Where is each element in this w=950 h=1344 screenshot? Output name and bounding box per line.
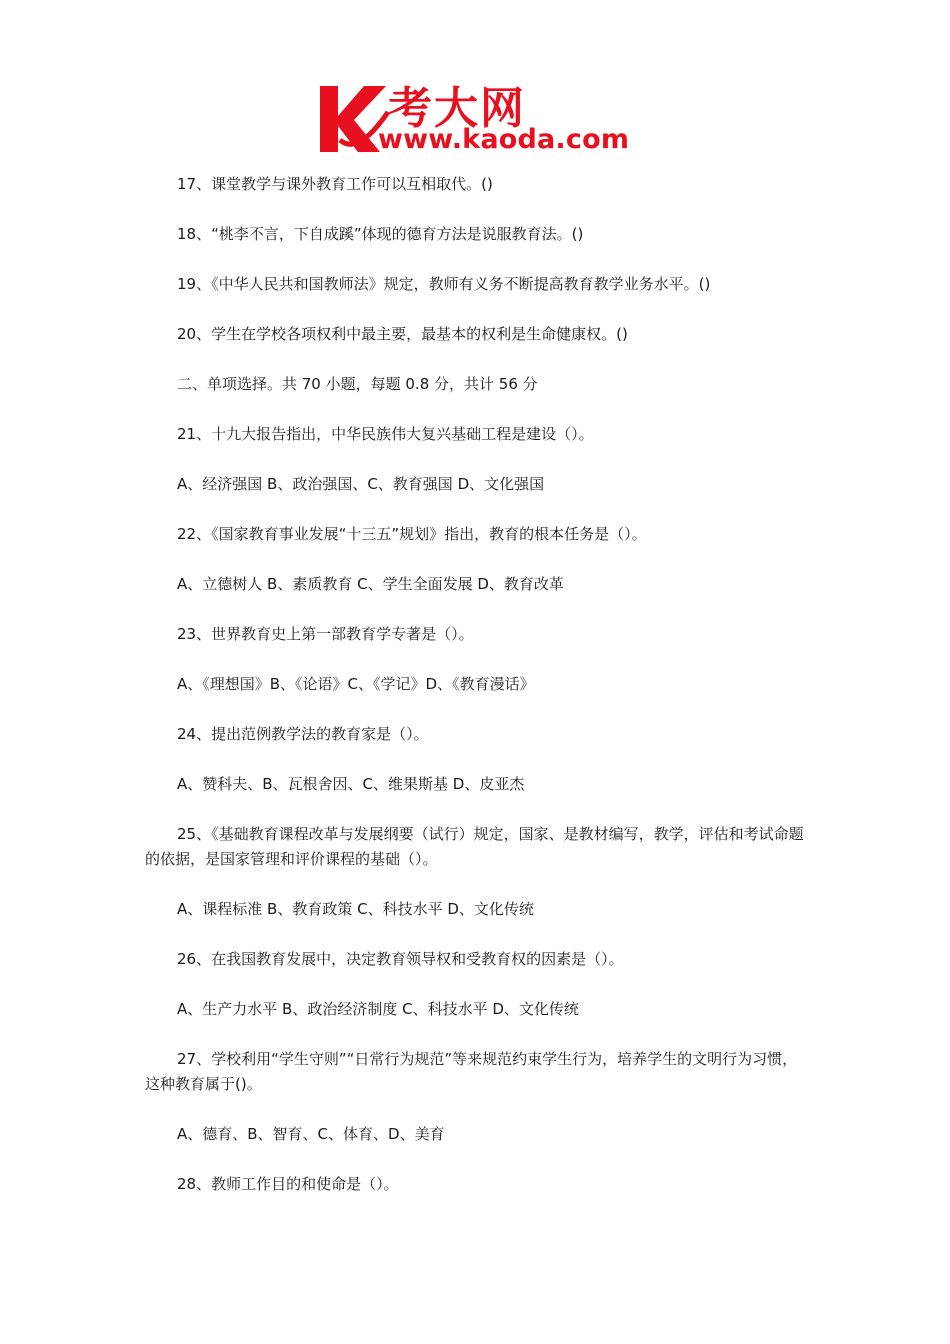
options-21: A、经济强国 B、政治强国、C、教育强国 D、文化强国 [177,475,545,493]
logo-title: 考大网 [388,83,526,134]
section-heading: 二、单项选择。共 70 小题，每题 0.8 分，共计 56 分 [177,375,538,393]
document-body [145,172,810,1222]
question-19: 19、《中华人民共和国教师法》规定，教师有义务不断提高教育教学业务水平。() [177,275,711,293]
question-27: 27、学校利用“学生守则”“日常行为规范”等来规范约束学生行为，培养学生的文明行为习惯，这种教育属于()。 [145,1050,798,1093]
question-26: 26、在我国教育发展中，决定教育领导权和受教育权的因素是（）。 [177,950,624,968]
question-25: 25、《基础教育课程改革与发展纲要（试行）规定，国家、是教材编写，教学，评估和考试命题的依据，是国家管理和评价课程的基础（）。 [145,825,804,868]
options-23: A、《理想国》B、《论语》C、《学记》D、《教育漫话》 [177,675,535,693]
question-21: 21、十九大报告指出，中华民族伟大复兴基础工程是建设（）。 [177,425,594,443]
question-24: 24、提出范例教学法的教育家是（）。 [177,725,429,743]
kaoda-logo [318,78,640,160]
options-26: A、生产力水平 B、政治经济制度 C、科技水平 D、文化传统 [177,1000,579,1018]
options-25: A、课程标准 B、教育政策 C、科技水平 D、文化传统 [177,900,534,918]
options-22: A、立德树人 B、素质教育 C、学生全面发展 D、教育改革 [177,575,564,593]
options-24: A、赞科夫、B、瓦根舍因、C、维果斯基 D、皮亚杰 [177,775,525,793]
question-28: 28、教师工作目的和使命是（）。 [177,1175,399,1193]
question-22: 22、《国家教育事业发展“十三五”规划》指出，教育的根本任务是（）。 [177,525,647,543]
question-18: 18、“桃李不言，下自成蹊”体现的德育方法是说服教育法。() [177,225,584,243]
question-17: 17、课堂教学与课外教育工作可以互相取代。() [177,175,493,193]
question-20: 20、学生在学校各项权利中最主要，最基本的权利是生命健康权。() [177,325,628,343]
options-27: A、德育、B、智育、C、体育、D、美育 [177,1125,445,1143]
logo-url: www.kaoda.com [378,124,630,155]
question-23: 23、世界教育史上第一部教育学专著是（）。 [177,625,474,643]
